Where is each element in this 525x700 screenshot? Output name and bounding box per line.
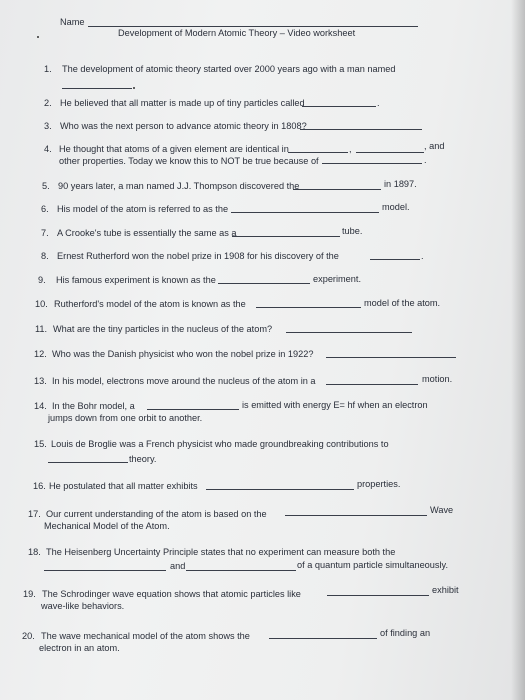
question-text: Our current understanding of the atom is based on the bbox=[46, 509, 267, 519]
question-number: 12. bbox=[34, 349, 47, 359]
answer-blank[interactable] bbox=[322, 154, 422, 164]
answer-blank[interactable] bbox=[256, 298, 361, 308]
answer-blank[interactable] bbox=[44, 561, 166, 571]
question-text: His famous experiment is known as the bbox=[56, 275, 216, 285]
name-blank[interactable] bbox=[88, 17, 418, 27]
question-number: 15. bbox=[34, 439, 47, 449]
answer-blank[interactable] bbox=[327, 586, 429, 596]
question-text: The development of atomic theory started over 2000 years ago with a man named bbox=[62, 64, 396, 74]
question-number: 18. bbox=[28, 547, 41, 557]
question-text: model. bbox=[382, 202, 410, 212]
page-edge-shadow bbox=[511, 0, 525, 700]
question-text: The Schrodinger wave equation shows that atomic particles like bbox=[42, 589, 301, 599]
question-text: Who was the Danish physicist who won the nobel prize in 1922? bbox=[52, 349, 314, 359]
question-text: . bbox=[377, 98, 380, 108]
question-text: , and bbox=[424, 141, 445, 151]
answer-blank[interactable] bbox=[285, 506, 427, 516]
question-text: wave-like behaviors. bbox=[41, 601, 125, 611]
margin-mark bbox=[37, 36, 39, 38]
answer-blank[interactable] bbox=[232, 227, 340, 237]
answer-blank[interactable] bbox=[269, 629, 377, 639]
question-text: Louis de Broglie was a French physicist who made groundbreaking contributions to bbox=[51, 439, 389, 449]
name-label: Name bbox=[60, 17, 85, 27]
question-text: theory. bbox=[129, 454, 157, 464]
question-text: Rutherford's model of the atom is known as the bbox=[54, 299, 246, 309]
question-text: model of the atom. bbox=[364, 298, 441, 308]
answer-blank[interactable] bbox=[147, 400, 239, 410]
answer-blank[interactable] bbox=[186, 561, 296, 571]
answer-blank[interactable] bbox=[206, 480, 354, 490]
question-text: of a quantum particle simultaneously. bbox=[297, 560, 448, 570]
question-text: experiment. bbox=[313, 274, 362, 284]
question-text: 90 years later, a man named J.J. Thompson discovered the bbox=[58, 181, 300, 191]
question-text: properties. bbox=[357, 479, 401, 489]
question-text: is emitted with energy E= hf when an electron bbox=[242, 400, 428, 410]
answer-blank[interactable] bbox=[370, 250, 420, 260]
answer-blank[interactable] bbox=[326, 348, 456, 358]
answer-blank[interactable] bbox=[326, 375, 418, 385]
question-text: and bbox=[170, 561, 186, 571]
question-number: 6. bbox=[41, 204, 49, 214]
question-number: 20. bbox=[22, 631, 35, 641]
answer-blank[interactable] bbox=[62, 79, 132, 89]
question-number: 2. bbox=[44, 98, 52, 108]
question-number: 19. bbox=[23, 589, 36, 599]
question-number: 11. bbox=[35, 324, 48, 334]
question-number: 1. bbox=[44, 64, 52, 74]
question-number: 7. bbox=[41, 228, 49, 238]
answer-blank[interactable] bbox=[302, 97, 376, 107]
question-text: Who was the next person to advance atomic theory in 1808? bbox=[60, 121, 307, 131]
question-text: in 1897. bbox=[384, 179, 417, 189]
question-text: A Crooke's tube is essentially the same as a bbox=[57, 228, 237, 238]
question-number: 8. bbox=[41, 251, 49, 261]
question-number: 5. bbox=[42, 181, 50, 191]
question-text: other properties. Today we know this to NOT be true because of bbox=[59, 156, 319, 166]
question-text: jumps down from one orbit to another. bbox=[48, 413, 203, 423]
answer-blank[interactable] bbox=[300, 120, 422, 130]
question-text: He postulated that all matter exhibits bbox=[49, 481, 198, 491]
question-text: The Heisenberg Uncertainty Principle states that no experiment can measure both the bbox=[46, 547, 396, 557]
worksheet-title: Development of Modern Atomic Theory – Video worksheet bbox=[118, 28, 356, 38]
question-text: , bbox=[349, 144, 352, 154]
question-text: His model of the atom is referred to as the bbox=[57, 204, 229, 214]
question-text: . bbox=[421, 251, 424, 261]
question-number: 10. bbox=[35, 299, 48, 309]
question-number: 17. bbox=[28, 509, 41, 519]
answer-blank[interactable] bbox=[48, 453, 128, 463]
question-number: 4. bbox=[44, 144, 52, 154]
answer-blank[interactable] bbox=[218, 274, 310, 284]
question-text: electron in an atom. bbox=[39, 643, 120, 653]
question-text: The wave mechanical model of the atom shows the bbox=[41, 631, 250, 641]
answer-blank[interactable] bbox=[356, 143, 424, 153]
question-text: of finding an bbox=[380, 628, 431, 638]
question-number: 3. bbox=[44, 121, 52, 131]
question-number: 13. bbox=[34, 376, 47, 386]
answer-blank[interactable] bbox=[231, 203, 379, 213]
question-text: In the Bohr model, a bbox=[52, 401, 135, 411]
question-text: . bbox=[424, 155, 427, 165]
question-text: He believed that all matter is made up of tiny particles called bbox=[60, 98, 305, 108]
question-number: 16. bbox=[33, 481, 46, 491]
answer-blank[interactable] bbox=[293, 180, 381, 190]
question-text: Mechanical Model of the Atom. bbox=[44, 521, 170, 531]
answer-blank[interactable] bbox=[288, 143, 348, 153]
question-text: In his model, electrons move around the nucleus of the atom in a bbox=[52, 376, 316, 386]
question-text: Wave bbox=[430, 505, 454, 515]
question-text: He thought that atoms of a given element are identical in bbox=[59, 144, 289, 154]
question-text: What are the tiny particles in the nucleus of the atom? bbox=[53, 324, 273, 334]
period-mark bbox=[133, 87, 135, 89]
question-text: motion. bbox=[422, 374, 453, 384]
question-text: tube. bbox=[342, 226, 363, 236]
question-number: 14. bbox=[34, 401, 47, 411]
question-text: Ernest Rutherford won the nobel prize in 1908 for his discovery of the bbox=[57, 251, 339, 261]
answer-blank[interactable] bbox=[286, 323, 412, 333]
question-number: 9. bbox=[38, 275, 46, 285]
question-text: exhibit bbox=[432, 585, 459, 595]
